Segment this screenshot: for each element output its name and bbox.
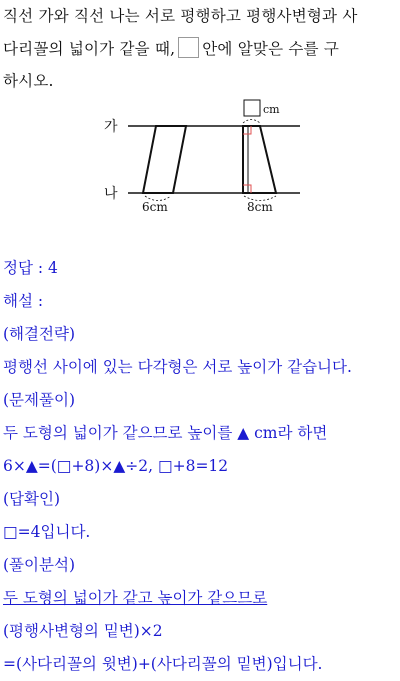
- analysis-heading: (풀이분석): [3, 556, 75, 574]
- right-angle-bottom: [243, 185, 251, 193]
- question-line-2-part-b: 안에 알맞은 수를 구: [202, 39, 340, 58]
- answer-line: 정답 : 4: [3, 259, 58, 277]
- solve-heading: (문제풀이): [3, 391, 75, 409]
- question-line-3: 하시오.: [3, 72, 54, 90]
- brace-top: [243, 120, 260, 124]
- question-line-2-part-a: 다리꼴의 넓이가 같을 때,: [3, 39, 176, 58]
- parallelogram: [143, 126, 186, 193]
- question-line-1: 직선 가와 직선 나는 서로 평행하고 평행사변형과 사: [3, 7, 358, 25]
- top-blank-box: [244, 100, 260, 116]
- right-angle-top: [243, 126, 251, 134]
- label-6cm: 6cm: [142, 200, 168, 214]
- label-8cm: 8cm: [247, 200, 273, 214]
- analysis-line-1: 두 도형의 넓이가 같고 높이가 같으므로: [3, 589, 268, 607]
- label-top-cm: cm: [263, 103, 280, 116]
- solve-line-2: 6×▲=(□+8)×▲÷2, □+8=12: [3, 457, 229, 475]
- strategy-text: 평행선 사이에 있는 다각형은 서로 높이가 같습니다.: [3, 358, 352, 376]
- label-ga: 가: [104, 119, 118, 135]
- check-heading: (답확인): [3, 490, 61, 508]
- check-line: □=4입니다.: [3, 523, 91, 541]
- question-line-2: [3, 33, 397, 66]
- blank-box: [178, 37, 199, 58]
- question-text: [3, 0, 397, 98]
- parallel-lines-figure: [90, 92, 320, 222]
- analysis-line-2: (평행사변형의 밑변)×2: [3, 622, 163, 640]
- solution-section: [3, 252, 397, 681]
- explain-label: 해설 :: [3, 292, 44, 310]
- strategy-heading: (해결전략): [3, 325, 75, 343]
- solve-line-1: 두 도형의 넓이가 같으므로 높이를 ▲ cm라 하면: [3, 424, 328, 442]
- analysis-line-3: =(사다리꼴의 윗변)+(사다리꼴의 밑변)입니다.: [3, 655, 323, 673]
- label-na: 나: [104, 186, 118, 202]
